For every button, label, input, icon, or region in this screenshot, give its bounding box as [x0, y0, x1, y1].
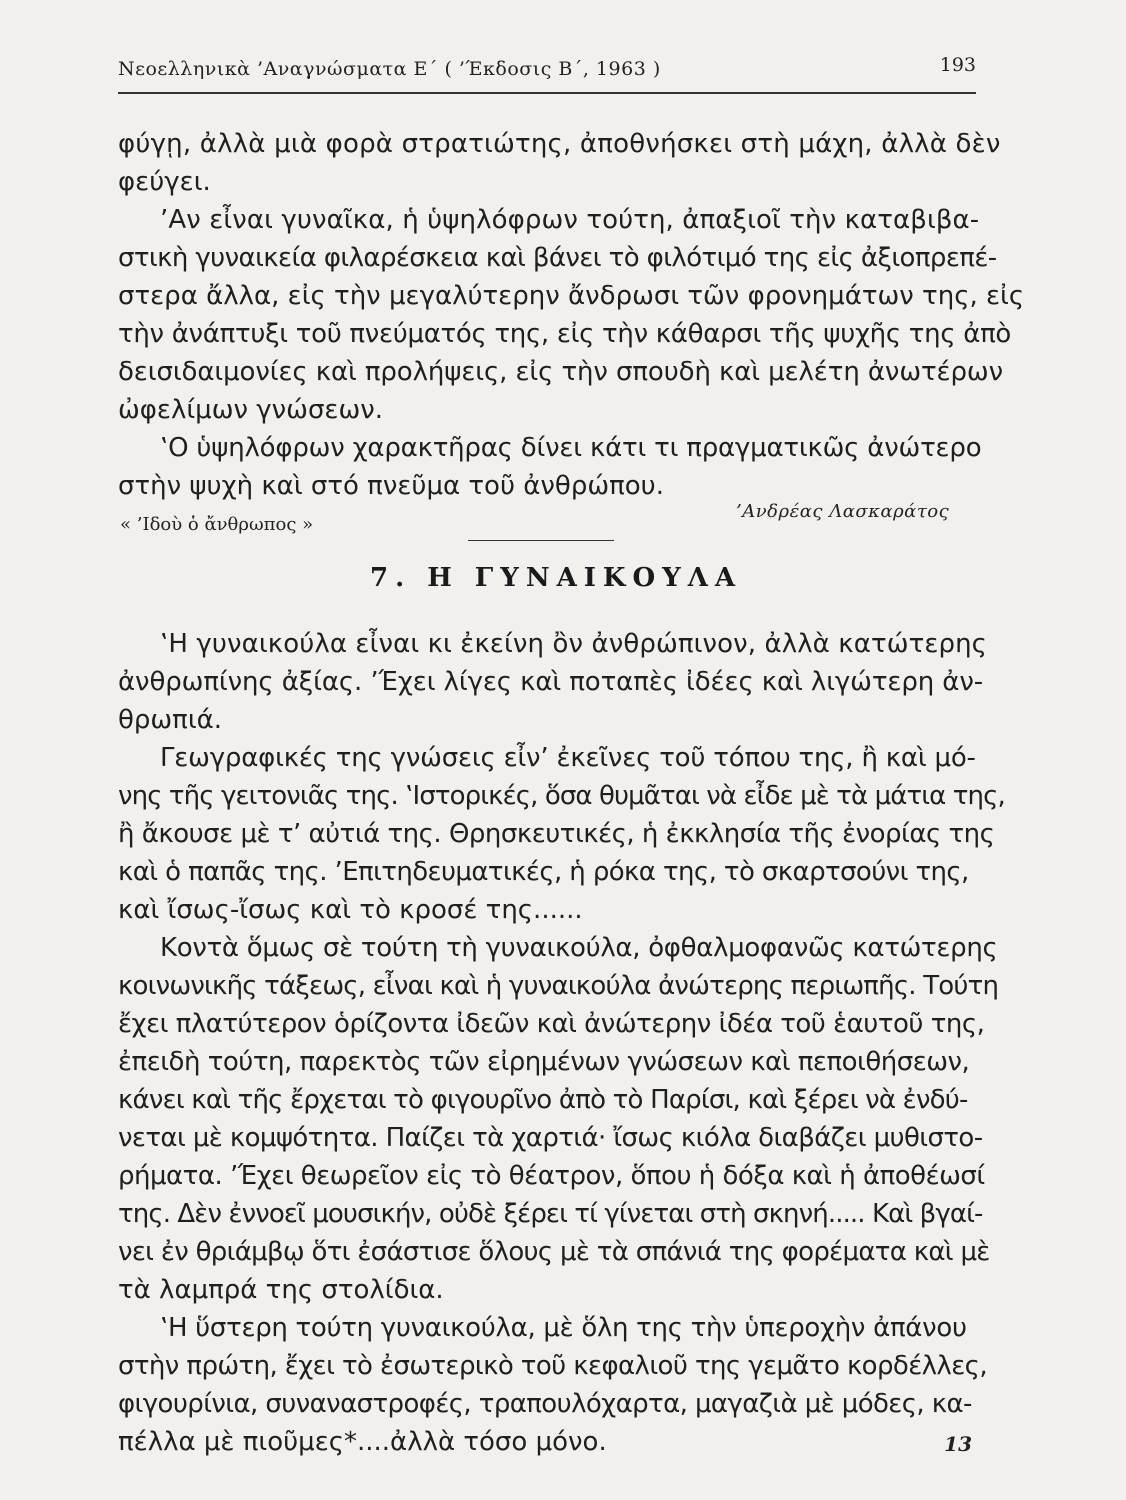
text-line: φιγουρίνια, συναναστροφές, τραπουλόχαρτα, μαγαζιὰ μὲ μόδες, κα-	[118, 1389, 972, 1419]
text-line: θρωπιά.	[118, 705, 223, 735]
text-line: στὴν πρώτη, ἔχει τὸ ἐσωτερικὸ τοῦ κεφαλιοῦ της γεμᾶτο κορδέλλες,	[118, 1351, 987, 1381]
text-line: ἔχει πλατύτερον ὁρίζοντα ἰδεῶν καὶ ἀνώτερην ἰδέα τοῦ ἑαυτοῦ της,	[118, 1009, 985, 1039]
text-line: ἐπειδὴ τούτη, παρεκτὸς τῶν εἰρημένων γνώσεων καὶ πεποιθήσεων,	[118, 1047, 970, 1077]
signature-folio: 13	[944, 1432, 972, 1456]
text-line: πέλλα μὲ πιοῦμες*....ἀλλὰ τόσο μόνο.	[118, 1427, 607, 1457]
text-line: στικὴ γυναικεία φιλαρέσκεια καὶ βάνει τὸ φιλότιμό της εἰς ἀξιοπρεπέ-	[118, 243, 997, 273]
section-divider	[468, 540, 614, 541]
text-line: νεται μὲ κομψότητα. Παίζει τὰ χαρτιά· ἴσως κιόλα διαβάζει μυθιστο-	[118, 1123, 983, 1153]
text-line: της. Δὲν ἐννοεῖ μουσικήν, οὐδὲ ξέρει τί γίνεται στὴ σκηνή..... Καὶ βγαί-	[118, 1199, 983, 1229]
text-line: τὴν ἀνάπτυξι τοῦ πνεύματός της, εἰς τὴν κάθαρσι τῆς ψυχῆς της ἀπὸ	[118, 319, 1012, 349]
text-line: κάνει καὶ τῆς ἔρχεται τὸ φιγουρῖνο ἀπὸ τὸ Παρίσι, καὶ ξέρει νὰ ἐνδύ-	[118, 1085, 968, 1115]
source-citation: « ’Ιδοὺ ὁ ἄνθρωπος »	[120, 514, 314, 535]
text-line: στὴν ψυχὴ καὶ στό πνεῦμα τοῦ ἀνθρώπου.	[118, 471, 664, 501]
text-line: δεισιδαιμονίες καὶ προλήψεις, εἰς τὴν σπουδὴ καὶ μελέτη ἀνωτέρων	[118, 357, 1004, 387]
text-line: νης τῆς γειτονιᾶς της. ‛Ιστορικές, ὅσα θυμᾶται νὰ εἶδε μὲ τὰ μάτια της,	[118, 781, 1005, 811]
text-line: τὰ λαμπρά της στολίδια.	[118, 1275, 444, 1305]
text-line: Κοντὰ ὅμως σὲ τούτη τὴ γυναικούλα, ὀφθαλμοφανῶς κατώτερης	[160, 933, 998, 963]
running-header	[118, 50, 976, 94]
text-line: ‛Ο ὑψηλόφρων χαρακτῆρας δίνει κάτι τι πραγματικῶς ἀνώτερο	[160, 433, 982, 463]
text-line: ‛Η γυναικούλα εἶναι κι ἐκείνη ὂν ἀνθρώπινον, ἀλλὰ κατώτερης	[160, 629, 988, 659]
author-signature: ’Ανδρέας Λασκαράτος	[736, 501, 950, 522]
text-line: ἀνθρωπίνης ἀξίας. ’Έχει λίγες καὶ ποταπὲς ἰδέες καὶ λιγώτερη ἀν-	[118, 667, 984, 697]
text-line: ‛Η ὕστερη τούτη γυναικούλα, μὲ ὅλη της τὴν ὑπεροχὴν ἀπάνου	[160, 1313, 967, 1343]
text-line: καὶ ἴσως-ἴσως καὶ τὸ κροσέ της......	[118, 895, 583, 925]
text-line: φύγῃ, ἀλλὰ μιὰ φορὰ στρατιώτης, ἀποθνήσκει στὴ μάχη, ἀλλὰ δὲν	[118, 129, 1001, 159]
text-line: στερα ἄλλα, εἰς τὴν μεγαλύτερην ἄνδρωσι τῶν φρονημάτων της, εἰς	[118, 281, 1025, 311]
text-line: Γεωγραφικές της γνώσεις εἶν’ ἐκεῖνες τοῦ τόπου της, ἢ καὶ μό-	[160, 743, 976, 773]
text-line: καὶ ὁ παπᾶς της. ’Επιτηδευματικές, ἡ ρόκα της, τὸ σκαρτσούνι της,	[118, 857, 969, 887]
text-line: κοινωνικῆς τάξεως, εἶναι καὶ ἡ γυναικούλα ἀνώτερης περιωπῆς. Τούτη	[118, 971, 999, 1001]
header-title: Νεοελληνικὰ ’Αναγνώσματα Ε΄ ( ’Έκδοσις Β΄, 1963 )	[118, 58, 661, 80]
text-line: ρήματα. ’Έχει θεωρεῖον εἰς τὸ θέατρον, ὅπου ἡ δόξα καὶ ἡ ἀποθέωσί	[118, 1161, 985, 1191]
text-line: ἢ ἄκουσε μὲ τ’ αὐτιά της. Θρησκευτικές, ἡ ἐκκλησία τῆς ἐνορίας της	[118, 819, 995, 849]
text-line: ὠφελίμων γνώσεων.	[118, 395, 384, 425]
text-line: νει ἐν θριάμβῳ ὅτι ἐσάστισε ὅλους μὲ τὰ σπάνιά της φορέματα καὶ μὲ	[118, 1237, 990, 1267]
text-line: φεύγει.	[118, 167, 211, 197]
text-line: ’Αν εἶναι γυναῖκα, ἡ ὑψηλόφρων τούτη, ἀπαξιοῖ τὴν καταβιβα-	[160, 205, 980, 235]
header-page-number: 193	[939, 54, 976, 76]
chapter-heading: 7. Η ΓΥΝΑΙΚΟΥΛΑ	[370, 563, 743, 593]
